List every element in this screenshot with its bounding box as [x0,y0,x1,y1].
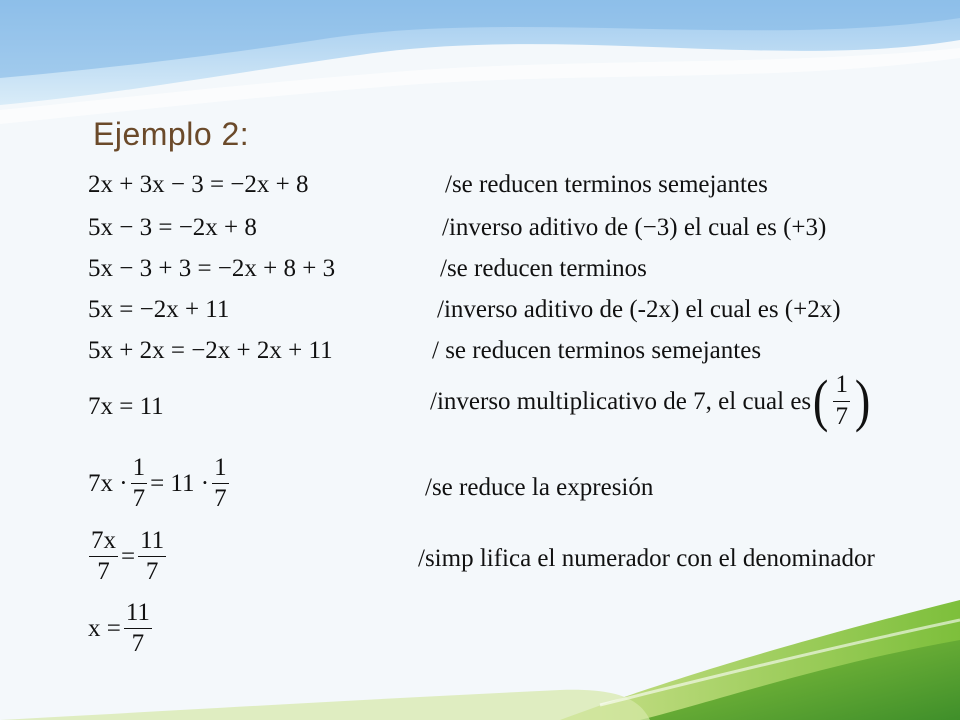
fraction-right [212,455,229,513]
explanation-6 [430,368,872,433]
explanation-3: /se reducen terminos [440,255,647,282]
explanation-8: /simp lifica el numerador con el denominador [418,545,875,572]
equation-9-lhs: x = [88,615,121,643]
explanation-7: /se reduce la expresión [425,474,654,501]
equation-2: 5x − 3 = −2x + 8 [88,214,257,241]
equation-3: 5x − 3 + 3 = −2x + 8 + 3 [88,255,336,282]
equals-sign: = [121,543,136,571]
explanation-2: /inverso aditivo de (−3) el cual es (+3) [442,214,827,241]
fraction-rhs-denominator: 7 [145,558,159,586]
equation-6: 7x = 11 [88,393,164,420]
fraction-denominator: 7 [835,402,848,430]
equation-7 [88,455,232,513]
explanation-1: /se reducen terminos semejantes [445,171,768,198]
fraction-rhs [138,528,166,586]
fraction-solution-denominator: 7 [131,630,145,658]
fraction-left-denominator: 7 [132,485,146,513]
fraction-right-denominator: 7 [214,485,227,513]
equation-8 [86,528,169,586]
fraction-lhs [89,528,118,586]
equation-1: 2x + 3x − 3 = −2x + 8 [88,171,309,198]
slide-title: Ejemplo 2: [93,116,250,152]
fraction-lhs-denominator: 7 [97,558,110,586]
fraction-right-numerator: 1 [212,455,229,484]
parenthesized-fraction [811,368,872,433]
fraction-rhs-numerator: 11 [138,528,166,557]
left-paren: ( [813,368,829,433]
explanation-6-text: /inverso multiplicativo de 7, el cual es [430,387,812,415]
fraction-left-numerator: 1 [131,455,148,484]
fraction [833,372,850,430]
equation-7-part-b: = 11 · [150,470,210,498]
equation-5: 5x + 2x = −2x + 2x + 11 [88,337,333,364]
equation-4: 5x = −2x + 11 [88,296,230,323]
fraction-solution [124,600,152,658]
right-paren: ) [854,368,871,433]
fraction-left [131,455,148,513]
equation-7-part-a: 7x · [88,470,128,498]
explanation-4: /inverso aditivo de (-2x) el cual es (+2x) [437,296,841,323]
fraction-numerator: 1 [833,372,850,401]
explanation-5: / se reducen terminos semejantes [432,337,762,364]
equation-9 [88,600,155,658]
fraction-solution-numerator: 11 [124,600,152,629]
fraction-lhs-numerator: 7x [89,528,118,557]
